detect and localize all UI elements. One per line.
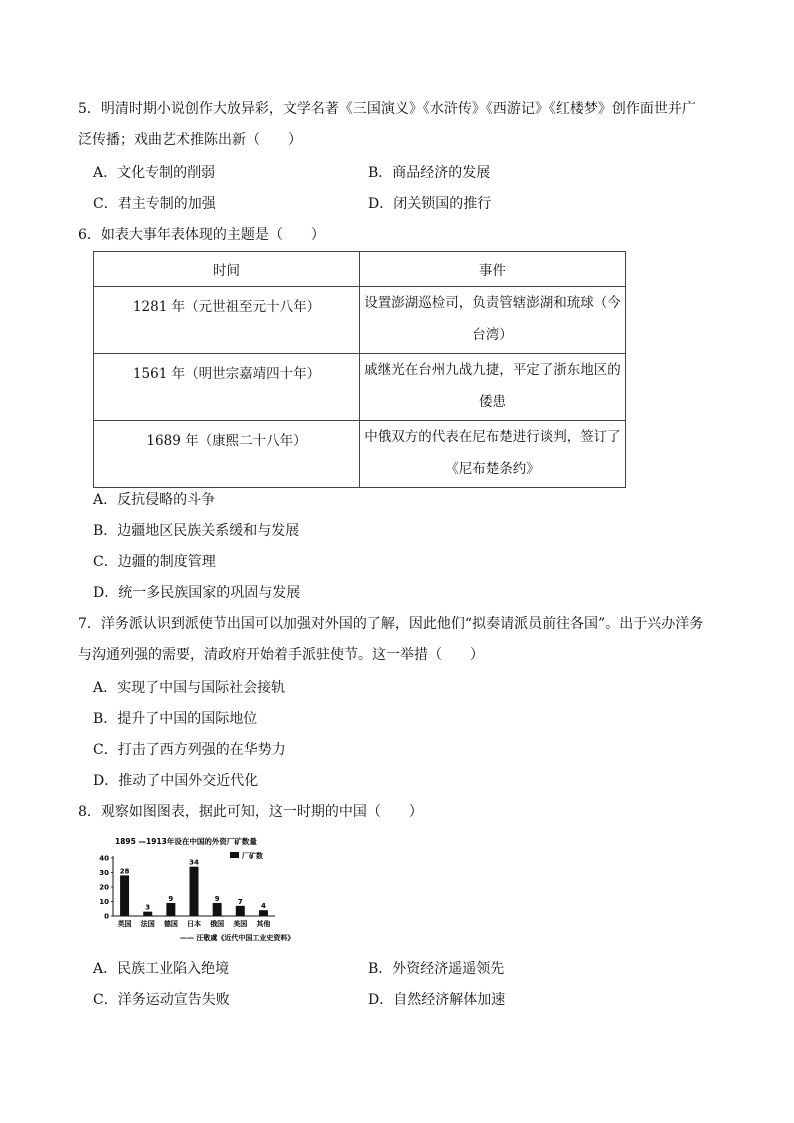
x-tick-label: 美国 [233, 920, 248, 928]
question-7-stem-line2: 与沟通列强的需要，清政府开始着手派驻使节。这一举措（ ） [78, 647, 484, 663]
bar-chart [95, 836, 295, 946]
question-5-stem-line1: 5．明清时期小说创作大放异彩，文学名著《三国演义》《水浒传》《西游记》《红楼梦》创作面世并广 [78, 101, 696, 117]
q7-option-d[interactable]: D．推动了中国外交近代化 [93, 773, 259, 789]
y-tick-label: 0 [104, 912, 109, 921]
q6-option-b[interactable]: B．边疆地区民族关系缓和与发展 [93, 523, 300, 539]
question-7-stem-line1: 7．洋务派认识到派使节出国可以加强对外国的了解，因此他们“拟奏请派员前往各国”。出于兴办洋务 [78, 616, 704, 632]
bar-value-label: 7 [237, 897, 243, 906]
event-table [93, 251, 626, 488]
q8-option-c[interactable]: C．洋务运动宣告失败 [93, 992, 230, 1008]
question-5-stem-line2: 泛传播；戏曲艺术推陈出新（ ） [78, 132, 302, 148]
table-header-event: 事件 [360, 252, 626, 287]
bar-value-label: 3 [145, 903, 151, 912]
y-tick-label: 10 [99, 898, 109, 906]
question-8-stem: 8．观察如图图表，据此可知，这一时期的中国（ ） [78, 804, 423, 820]
q5-option-a[interactable]: A．文化专制的削弱 [93, 165, 216, 181]
chart-source: —— 汪敬虞《近代中国工业史资料》 [180, 934, 295, 942]
x-tick-label: 法国 [140, 920, 155, 928]
table-header-row [94, 252, 626, 287]
bar [213, 903, 222, 916]
x-tick-label: 德国 [163, 920, 178, 928]
table-cell-time: 1281 年（元世祖至元十八年） [94, 287, 360, 354]
q5-option-b[interactable]: B．商品经济的发展 [368, 165, 491, 181]
q8-option-b[interactable]: B．外资经济遥遥领先 [368, 961, 505, 977]
table-cell-event [360, 354, 626, 421]
q7-option-c[interactable]: C．打击了西方列强的在华势力 [93, 742, 286, 758]
y-tick-label: 20 [99, 883, 109, 892]
bar [166, 903, 175, 916]
bar-value-label: 9 [214, 894, 220, 903]
event-line: 中俄双方的代表在尼布楚进行谈判，签订了 [364, 429, 621, 445]
bar-value-label: 4 [260, 902, 266, 911]
bar-value-label: 9 [168, 894, 174, 903]
event-line: 《尼布楚条约》 [445, 461, 540, 477]
chart-title: 1895 —1913年设在中国的外资厂矿数量 [115, 837, 257, 846]
table-row [94, 287, 626, 354]
q8-option-a[interactable]: A．民族工业陷入绝境 [93, 961, 230, 977]
q8-option-d[interactable]: D．自然经济解体加速 [368, 992, 506, 1008]
table-row [94, 421, 626, 488]
question-6-stem: 6．如表大事年表体现的主题是（ ） [78, 227, 325, 243]
q6-option-d[interactable]: D．统一多民族国家的巩固与发展 [93, 585, 301, 601]
bar-value-label: 34 [189, 858, 199, 867]
table-header-time: 时间 [94, 252, 360, 287]
chart-svg [95, 836, 295, 946]
q6-option-a[interactable]: A．反抗侵略的斗争 [93, 492, 216, 508]
legend-label: 厂矿数 [242, 852, 263, 860]
chart-marks [118, 859, 271, 928]
event-line: 倭患 [479, 394, 506, 410]
bar [236, 906, 245, 916]
q7-option-b[interactable]: B．提升了中国的国际地位 [93, 711, 258, 727]
event-line: 戚继光在台州九战九捷，平定了浙东地区的 [364, 362, 621, 378]
x-tick-label: 其他 [256, 920, 271, 928]
q5-option-c[interactable]: C．君主专制的加强 [93, 196, 216, 212]
question-6 [78, 220, 728, 251]
table-cell-time: 1561 年（明世宗嘉靖四十年） [94, 354, 360, 421]
question-8 [78, 797, 728, 828]
bar [143, 912, 152, 916]
table-cell-event [360, 287, 626, 354]
question-5 [78, 94, 728, 156]
bar [120, 875, 129, 916]
x-tick-label: 英国 [117, 920, 132, 928]
table-cell-time: 1689 年（康熙二十八年） [94, 421, 360, 488]
y-tick-label: 30 [99, 869, 109, 877]
table-cell-event [360, 421, 626, 488]
q7-option-a[interactable]: A．实现了中国与国际社会接轨 [93, 680, 286, 696]
legend-swatch [230, 852, 239, 858]
question-7 [78, 609, 728, 671]
q5-option-d[interactable]: D．闭关锁国的推行 [368, 196, 492, 212]
y-tick-label: 40 [99, 854, 109, 863]
table-row [94, 354, 626, 421]
bar [259, 910, 268, 916]
event-line: 设置澎湖巡检司，负责管辖澎湖和琉球（今 [364, 295, 621, 311]
bar-value-label: 28 [119, 867, 130, 876]
event-line: 台湾） [472, 327, 513, 343]
bar [190, 867, 199, 916]
x-tick-label: 俄国 [210, 920, 225, 928]
q6-option-c[interactable]: C．边疆的制度管理 [93, 554, 216, 570]
x-tick-label: 日本 [187, 920, 201, 928]
